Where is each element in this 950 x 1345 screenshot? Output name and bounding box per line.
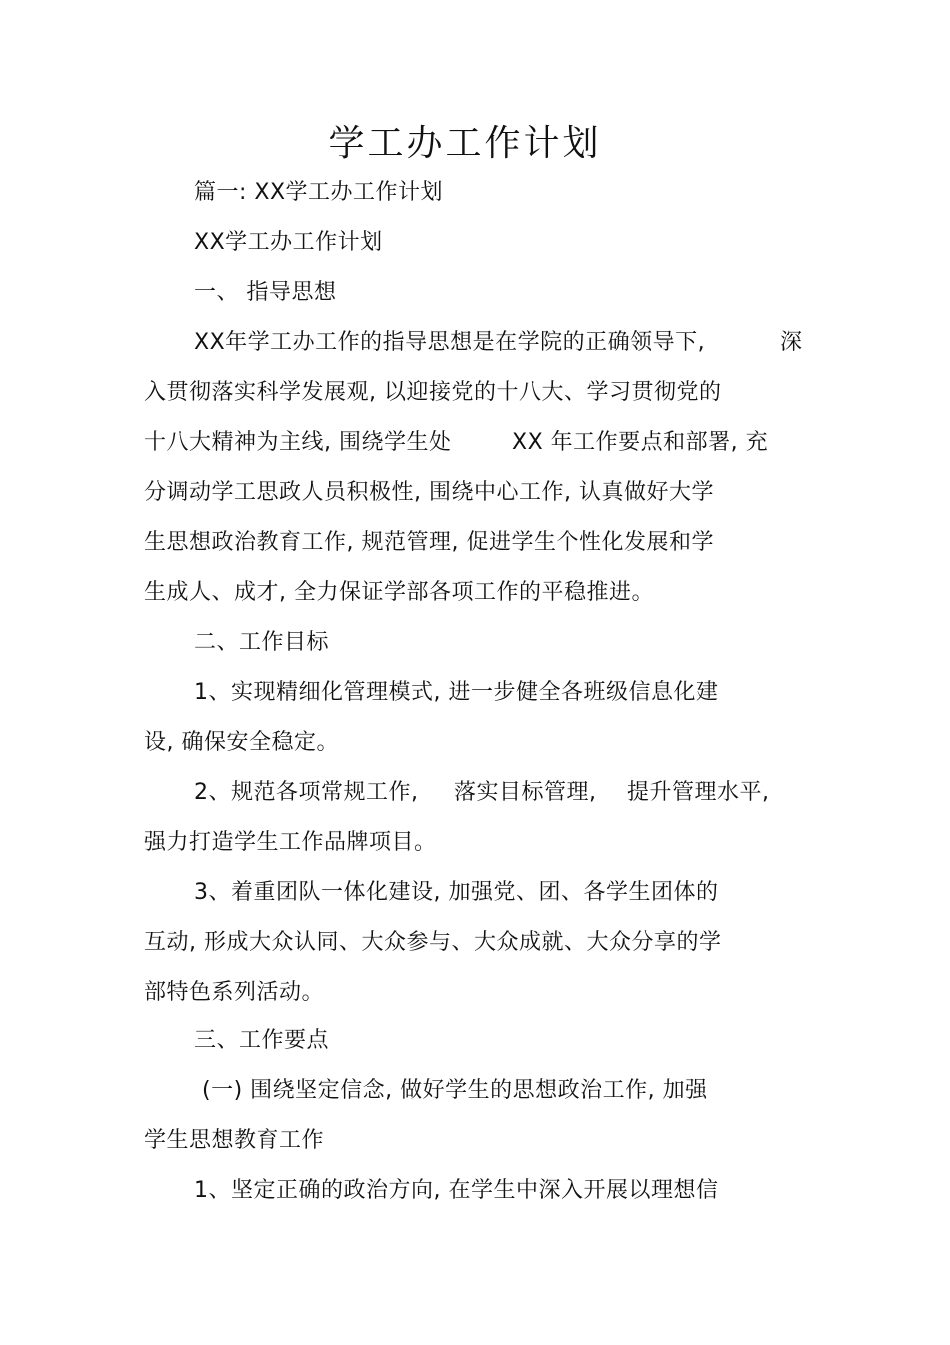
paragraph-line: 3、着重团队一体化建设, 加强党、团、各学生团体的 bbox=[194, 880, 719, 905]
paragraph-line: XX年学工办工作的指导思想是在学院的正确领导下, bbox=[194, 330, 706, 355]
paragraph-line: 十八大精神为主线, 围绕学生处 bbox=[144, 430, 452, 455]
paragraph-line: 设, 确保安全稳定。 bbox=[144, 730, 339, 755]
paragraph-line: 入贯彻落实科学发展观, 以迎接党的十八大、学习贯彻党的 bbox=[144, 380, 722, 405]
paragraph-line: (一) 围绕坚定信念, 做好学生的思想政治工作, 加强 bbox=[202, 1078, 708, 1103]
paragraph-line: 部特色系列活动。 bbox=[144, 980, 325, 1005]
paragraph-line-fragment: 落实目标管理, bbox=[454, 780, 597, 805]
section-heading-goals: 二、工作目标 bbox=[194, 630, 330, 655]
paragraph-line-fragment: 提升管理水平, bbox=[627, 780, 770, 805]
paragraph-line: 互动, 形成大众认同、大众参与、大众成就、大众分享的学 bbox=[144, 930, 722, 955]
paragraph-line: 生思想政治教育工作, 规范管理, 促进学生个性化发展和学 bbox=[144, 530, 714, 555]
paragraph-line: 强力打造学生工作品牌项目。 bbox=[144, 830, 437, 855]
paragraph-line: 生成人、成才, 全力保证学部各项工作的平稳推进。 bbox=[144, 580, 654, 605]
paragraph-line-fragment: XX 年工作要点和部署, 充 bbox=[512, 430, 769, 455]
section-heading-key-points: 三、工作要点 bbox=[194, 1028, 330, 1053]
paragraph-line-fragment: 深 bbox=[780, 330, 803, 355]
section-heading-part-one: 篇一: XX学工办工作计划 bbox=[194, 180, 444, 205]
section-heading-guiding-thought: 一、 指导思想 bbox=[194, 280, 337, 305]
paragraph-line: 1、实现精细化管理模式, 进一步健全各班级信息化建 bbox=[194, 680, 719, 705]
paragraph-line: 学生思想教育工作 bbox=[144, 1128, 325, 1153]
paragraph-line: 分调动学工思政人员积极性, 围绕中心工作, 认真做好大学 bbox=[144, 480, 714, 505]
paragraph-line: 2、规范各项常规工作, bbox=[194, 780, 419, 805]
subtitle: XX学工办工作计划 bbox=[194, 230, 383, 255]
paragraph-line: 1、坚定正确的政治方向, 在学生中深入开展以理想信 bbox=[194, 1178, 719, 1203]
document-title: 学工办工作计划 bbox=[328, 123, 602, 164]
